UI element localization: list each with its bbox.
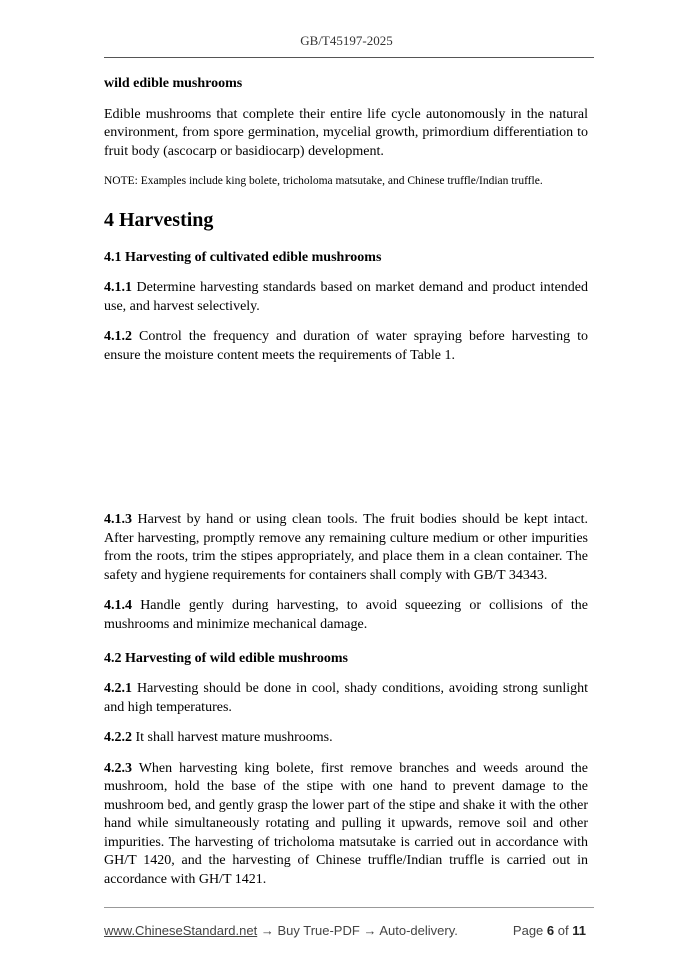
clause-number: 4.1.2 (104, 329, 132, 344)
page-content (104, 71, 588, 889)
buy-text: Buy True-PDF (277, 923, 360, 938)
of-label: of (557, 923, 569, 938)
clause-text: Control the frequency and duration of water spraying before harvesting to ensure the moisture content meets the requirements of Table 1. (104, 329, 588, 363)
clause-number: 4.1.1 (104, 280, 132, 295)
clause-4-1-3 (104, 511, 588, 585)
arrow-icon: → (260, 923, 274, 938)
footer-promo (104, 923, 458, 938)
page-number: 6 (546, 923, 555, 938)
section-heading: 4 Harvesting (104, 209, 214, 231)
page-label: Page (512, 923, 544, 938)
clause-number: 4.1.3 (104, 512, 132, 527)
clause-number: 4.1.4 (104, 598, 132, 613)
term-definition: Edible mushrooms that complete their entire life cycle autonomously in the natural environment, from spore germination, mycelial growth, primordium differentiation to fruit body (ascocarp or basidiocarp) development. (104, 106, 588, 159)
clause-4-2-2 (104, 729, 588, 748)
footer-divider (104, 907, 594, 908)
clause-number: 4.2.3 (104, 760, 132, 776)
clause-text: Harvesting should be done in cool, shady conditions, avoiding strong sunlight and high temperatures. (104, 681, 588, 715)
delivery-text: Auto-delivery. (379, 923, 458, 938)
subsection-heading-4-2: 4.2 Harvesting of wild edible mushrooms (104, 651, 348, 666)
clause-4-2-1 (104, 680, 588, 717)
term-title: wild edible mushrooms (104, 76, 243, 91)
term-note: NOTE: Examples include king bolete, tricholoma matsutake, and Chinese truffle/Indian truffle. (104, 175, 543, 187)
clause-text: Harvest by hand or using clean tools. The fruit bodies should be kept intact. After harvesting, promptly remove any remaining culture medium or other impurities from the roots, trim the stipes appropriately, and place them in a clean container. The safety and hygiene requirements for containers shall comply with GB/T 34343. (104, 512, 588, 583)
clause-text: Determine harvesting standards based on market demand and product intended use, and harvest selectively. (104, 280, 588, 314)
page-total: 11 (572, 923, 586, 938)
clause-4-1-1 (104, 279, 588, 316)
subsection-heading-4-1: 4.1 Harvesting of cultivated edible mushrooms (104, 250, 382, 265)
clause-text: It shall harvest mature mushrooms. (132, 730, 333, 745)
clause-4-2-3 (104, 760, 588, 890)
clause-number: 4.2.2 (104, 730, 132, 745)
clause-number: 4.2.1 (104, 681, 132, 696)
clause-4-1-2 (104, 328, 588, 365)
clause-4-1-4 (104, 597, 588, 634)
blank-space (104, 365, 588, 499)
page-header: GB/T45197-2025 (300, 33, 393, 48)
clause-text: When harvesting king bolete, first remove branches and weeds around the mushroom, hold the base of the stipe with one hand to prevent damage to the mushroom bed, and gently grasp the lower part of the stipe and shake it with the other hand while simultaneously rotating and pulling it upwards, remove soil and other impurities. The harvesting of tricholoma matsutake is carried out in accordance with GH/T 1420, and the harvesting of Chinese truffle/Indian truffle is carried out in accordance with GH/T 1421. (104, 760, 588, 887)
page-indicator (513, 923, 586, 938)
header-divider (104, 57, 594, 58)
site-link[interactable]: www.ChineseStandard.net (104, 923, 258, 938)
arrow-icon: → (363, 923, 377, 938)
clause-text: Handle gently during harvesting, to avoid squeezing or collisions of the mushrooms and minimize mechanical damage. (104, 598, 588, 632)
